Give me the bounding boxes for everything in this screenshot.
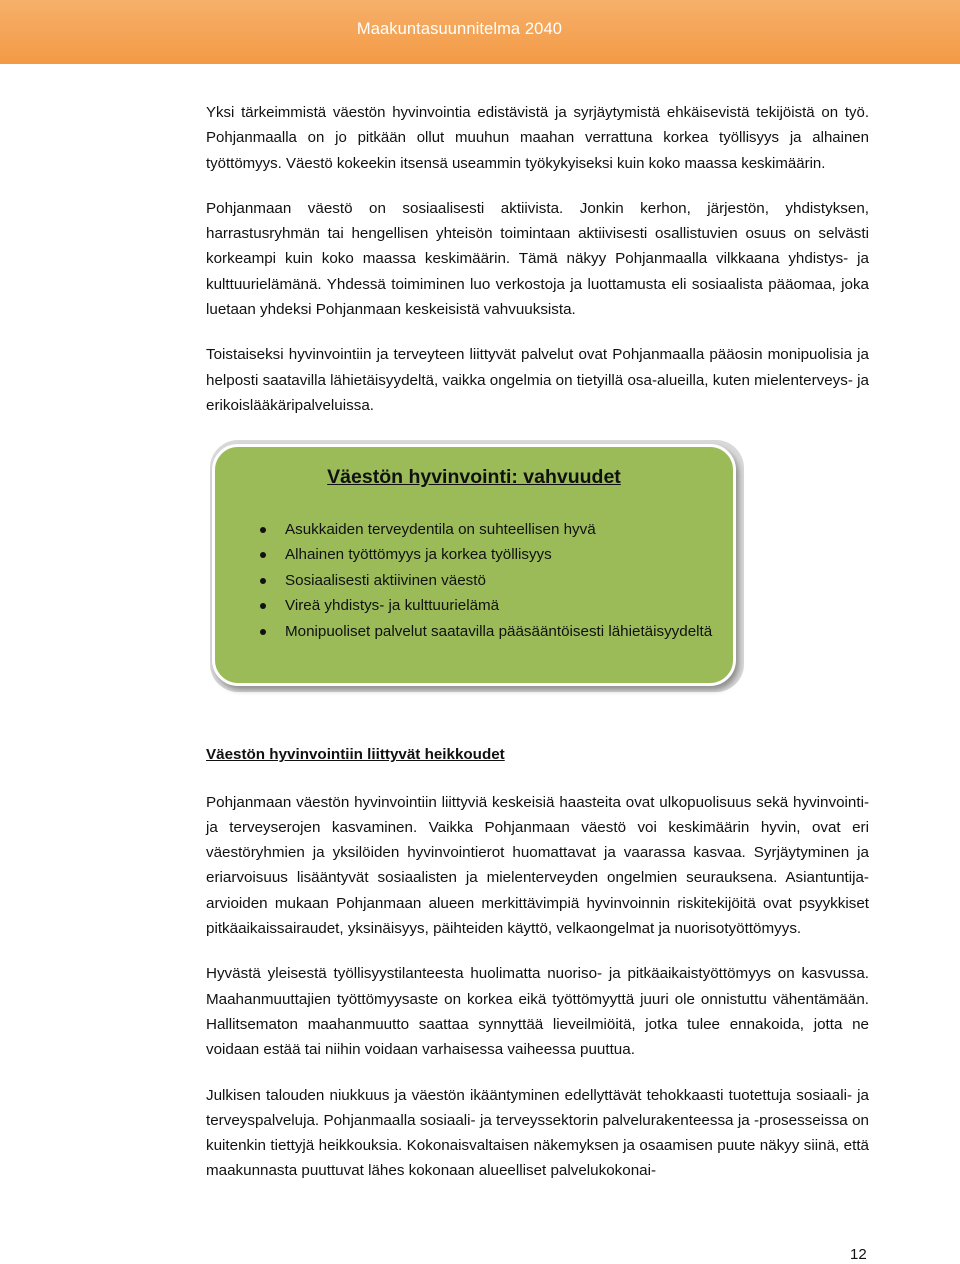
list-item: Monipuoliset palvelut saatavilla pääsääntöisesti lähietäisyydeltä	[285, 619, 725, 645]
section-heading: Väestön hyvinvointiin liittyvät heikkoudet	[206, 746, 505, 764]
bullet-icon	[260, 527, 266, 533]
bullet-icon	[260, 603, 266, 609]
page-number: 12	[850, 1246, 867, 1263]
paragraph-social-activity: Pohjanmaan väestö on sosiaalisesti aktiivista. Jonkin kerhon, järjestön, yhdistyksen, harrastusryhmän tai hengellisen yhteisön toimintaan aktiivisesti osallistuvien osuus on selvästi korkeampi kuin koko maassa keskimäärin. Tämä näkyy Pohjanmaalla vilkkaana yhdistys- ja kulttuurielämänä. Yhdessä toimiminen luo verkostoja ja luottamusta eli sosiaalista pääomaa, joka luetaan yhdeksi Pohjanmaan keskeisistä vahvuuksista.	[206, 199, 869, 319]
list-item: Alhainen työttömyys ja korkea työllisyys	[285, 542, 725, 568]
page-content	[206, 100, 869, 1204]
callout-title: Väestön hyvinvointi: vahvuudet	[327, 466, 621, 489]
bullet-icon	[260, 578, 266, 584]
strengths-callout	[206, 438, 869, 702]
strengths-list	[215, 517, 725, 645]
page-header	[0, 0, 960, 64]
list-item: Sosiaalisesti aktiivinen väestö	[285, 568, 725, 594]
callout-box	[212, 444, 736, 686]
paragraph-unemployment: Hyvästä yleisestä työllisyystilanteesta huolimatta nuoriso- ja pitkäaikaistyöttömyys on kasvussa. Maahanmuuttajien työttömyysaste on korkea eikä työttömyyttä juuri ole onnistuttu vähentämään. Hallitsematon maahanmuutto saattaa synnyttää lieveilmiöitä, jotka tulee ennakoida, jotta ne voidaan estää tai niihin voidaan varhaisessa vaiheessa puuttua.	[206, 965, 869, 1059]
paragraph-public-finance: Julkisen talouden niukkuus ja väestön ikääntyminen edellyttävät tehokkaasti tuotettuja sosiaali- ja terveyspalveluja. Pohjanmaalla sosiaali- ja terveyssektorin palvelurakenteessa ja -prosesseissa on kuitenkin tiettyjä heikkouksia. Kokonaisvaltaisen näkemyksen ja osaamisen puute näkyy siinä, että maakunnasta puuttuvat lähes kokonaan alueelliset palvelukokonai-	[206, 1086, 869, 1180]
bullet-icon	[260, 629, 266, 635]
paragraph-weaknesses: Pohjanmaan väestön hyvinvointiin liittyviä keskeisiä haasteita ovat ulkopuolisuus sekä hyvinvointi- ja terveyserojen kasvaminen. Vaikka Pohjanmaan väestö voi keskimäärin hyvin, ovat eri väestöryhmien ja yksilöiden hyvinvointierot huomattavat ja vaarassa kasvaa. Syrjäytyminen ja eriarvoisuus lisääntyvät sosiaalisten ja mielenterveyden ongelmien seurauksena. Asiantuntija-arvioiden mukaan Pohjanmaan alueen merkittävimpiä hyvinvoinnin riskitekijöitä ovat psyykkiset pitkäaikaissairaudet, yksinäisyys, päihteiden käyttö, velkaongelmat ja nuorisotyöttömyys.	[206, 793, 869, 938]
document-title: Maakuntasuunnitelma 2040	[356, 20, 562, 38]
paragraph-services: Toistaiseksi hyvinvointiin ja terveyteen liittyvät palvelut ovat Pohjanmaalla pääosin monipuolisia ja helposti saatavilla lähietäisyydeltä, vaikka ongelmia on tietyillä osa-alueilla, kuten mielenterveys- ja erikoislääkäripalveluissa.	[206, 346, 869, 414]
paragraph-work: Yksi tärkeimmistä väestön hyvinvointia edistävistä ja syrjäytymistä ehkäisevistä tekijöistä on työ. Pohjanmaalla on jo pitkään ollut muuhun maahan verrattuna korkea työllisyys ja alhainen työttömyys. Väestö kokeekin itsensä useammin työkykyiseksi kuin koko maassa keskimäärin.	[206, 104, 869, 172]
list-item: Asukkaiden terveydentila on suhteellisen hyvä	[285, 517, 725, 543]
bullet-icon	[260, 552, 266, 558]
list-item: Vireä yhdistys- ja kulttuurielämä	[285, 593, 725, 619]
